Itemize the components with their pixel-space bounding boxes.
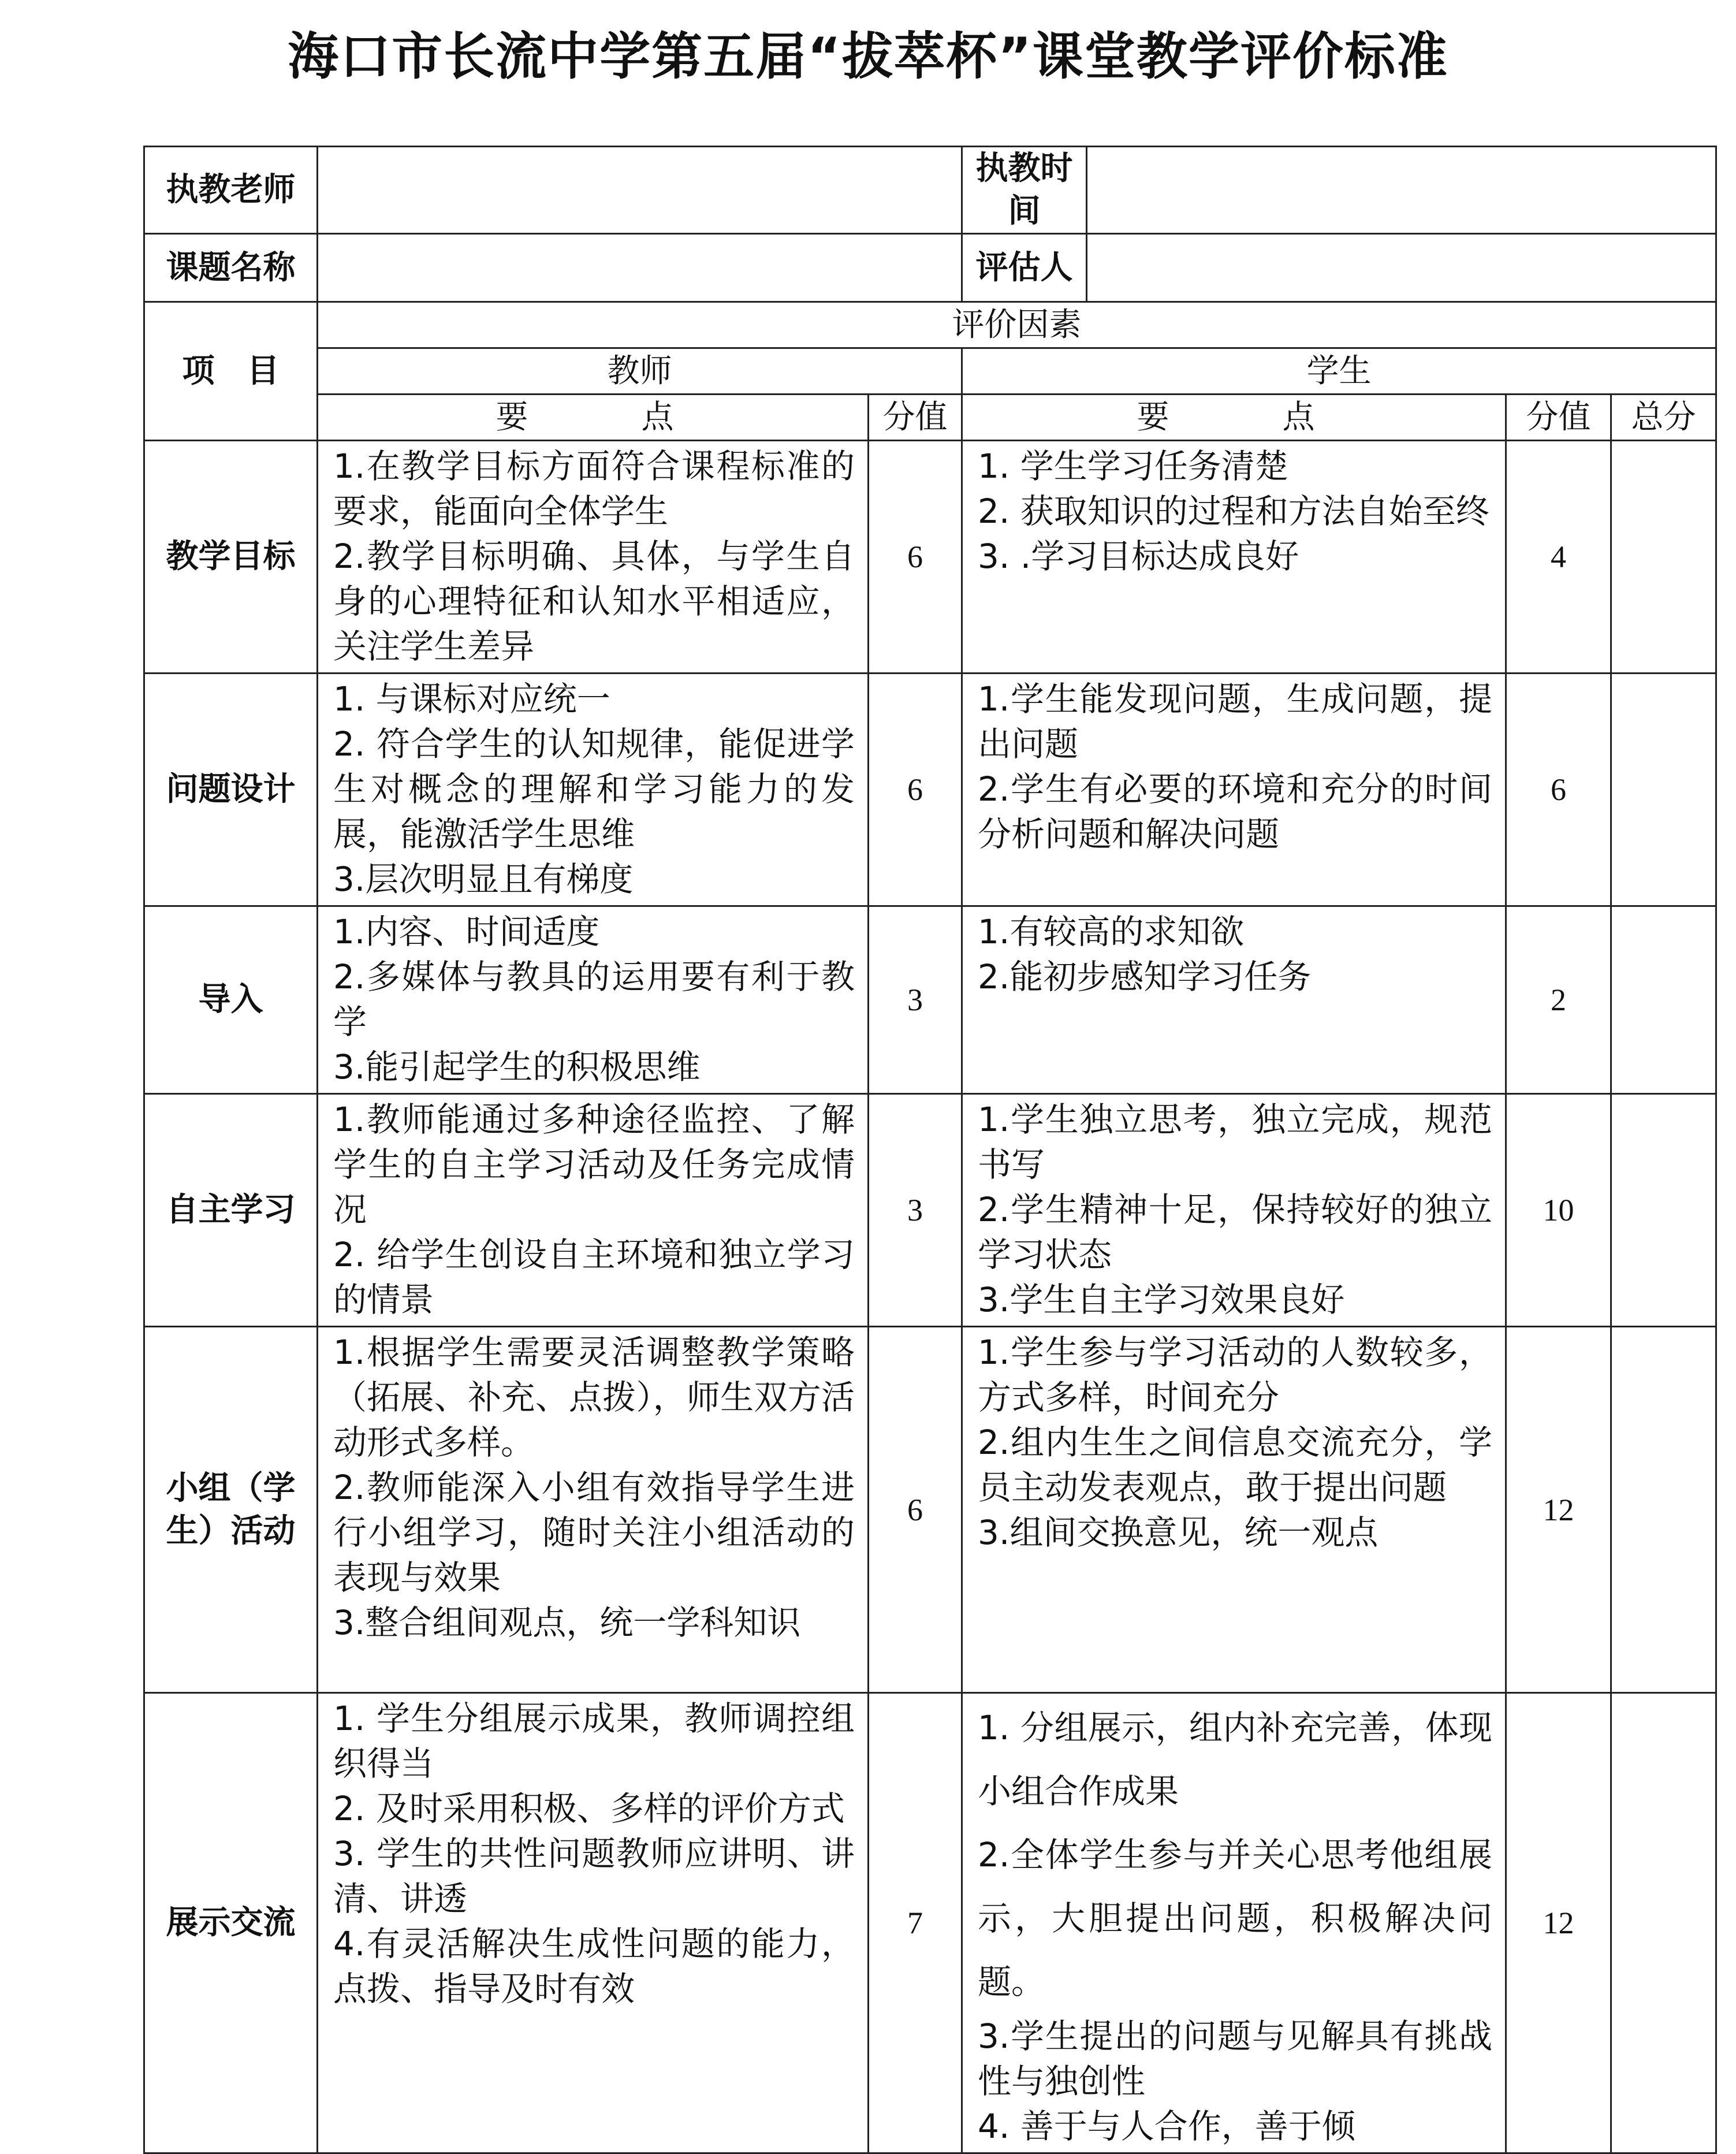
student-score: 6 [1506, 674, 1611, 906]
list-item: 3.学生提出的问题与见解具有挑战性与独创性 [978, 2017, 1492, 2101]
list-item: 2.组内生生之间信息交流充分，学员主动发表观点，敢于提出问题 [978, 1423, 1492, 1507]
table-row [144, 674, 1716, 906]
student-points-cell [962, 1693, 1506, 2153]
list-item: 1. 学生学习任务清楚 [978, 447, 1288, 486]
teacher-score: 3 [869, 1094, 962, 1327]
student-points-header: 要 点 [962, 395, 1506, 441]
student-points-cell [962, 906, 1506, 1094]
factors-header: 评价因素 [318, 302, 1716, 348]
student-score: 2 [1506, 906, 1611, 1094]
list-item: 3.层次明显且有梯度 [333, 860, 634, 899]
total-score-cell[interactable] [1611, 674, 1716, 906]
table-row [144, 441, 1716, 674]
list-item: 1.教师能通过多种途径监控、了解学生的自主学习活动及任务完成情况 [333, 1100, 855, 1229]
list-item-group [978, 1696, 1492, 2014]
student-score: 10 [1506, 1094, 1611, 1327]
list-item: 1.学生独立思考，独立完成，规范书写 [978, 1100, 1492, 1184]
info-row-teacher [144, 147, 1716, 234]
teacher-points-cell [318, 1693, 869, 2153]
table-row [144, 1327, 1716, 1693]
total-score-cell[interactable] [1611, 1693, 1716, 2153]
list-item: 1.内容、时间适度 [333, 912, 600, 951]
list-item: 3.整合组间观点，统一学科知识 [333, 1603, 801, 1642]
table-row [144, 1094, 1716, 1327]
list-item: 2.教学目标明确、具体，与学生自身的心理特征和认知水平相适应，关注学生差异 [333, 537, 855, 666]
time-value-cell[interactable] [1087, 147, 1716, 234]
topic-value-cell[interactable] [318, 234, 962, 302]
list-item: 2.全体学生参与并关心思考他组展示，大胆提出问题，积极解决问题。 [978, 1835, 1492, 2002]
student-points-cell [962, 1327, 1506, 1693]
list-item: 3.学生自主学习效果良好 [978, 1280, 1345, 1319]
header-row-factors [144, 302, 1716, 348]
list-item: 1. 学生分组展示成果，教师调控组织得当 [333, 1699, 855, 1783]
list-item: 1.有较高的求知欲 [978, 912, 1245, 951]
teacher-score: 6 [869, 441, 962, 674]
teacher-points-cell [318, 1094, 869, 1327]
total-score-header: 总分 [1611, 395, 1716, 441]
page-title: 海口市长流中学第五届“拔萃杯”课堂教学评价标准 [288, 27, 1448, 86]
list-item: 1. 与课标对应统一 [333, 679, 610, 719]
list-item: 3. .学习目标达成良好 [978, 537, 1299, 576]
row-name: 导入 [144, 906, 318, 1094]
list-item: 1. 分组展示，组内补充完善，体现小组合作成果 [978, 1708, 1492, 1811]
total-score-cell[interactable] [1611, 906, 1716, 1094]
list-item: 3.能引起学生的积极思维 [333, 1047, 701, 1087]
list-item: 1.学生能发现问题，生成问题，提出问题 [978, 679, 1492, 764]
list-item: 2.学生精神十足，保持较好的独立学习状态 [978, 1190, 1492, 1274]
teacher-points-cell [318, 441, 869, 674]
list-item: 2. 及时采用积极、多样的评价方式 [333, 1789, 845, 1828]
header-row-roles [144, 348, 1716, 395]
student-points-cell [962, 674, 1506, 906]
student-header: 学生 [962, 348, 1716, 395]
teacher-score-header: 分值 [869, 395, 962, 441]
teacher-label: 执教老师 [144, 147, 318, 234]
row-name: 展示交流 [144, 1693, 318, 2153]
table-row [144, 1693, 1716, 2153]
evaluator-label: 评估人 [962, 234, 1087, 302]
list-item: 2. 给学生创设自主环境和独立学习的情景 [333, 1235, 855, 1319]
list-item: 1.根据学生需要灵活调整教学策略（拓展、补充、点拨），师生双方活动形式多样。 [333, 1333, 855, 1462]
student-score-header: 分值 [1506, 395, 1611, 441]
topic-label: 课题名称 [144, 234, 318, 302]
student-points-cell [962, 1094, 1506, 1327]
teacher-score: 3 [869, 906, 962, 1094]
total-score-cell[interactable] [1611, 1327, 1716, 1693]
teacher-score: 6 [869, 1327, 962, 1693]
list-item: 3.组间交换意见，统一观点 [978, 1513, 1379, 1552]
list-item: 2. 获取知识的过程和方法自始至终 [978, 492, 1489, 531]
list-item: 4.有灵活解决生成性问题的能力，点拨、指导及时有效 [333, 1924, 855, 2008]
info-row-topic [144, 234, 1716, 302]
header-row-columns [144, 395, 1716, 441]
list-item: 2.能初步感知学习任务 [978, 957, 1312, 996]
teacher-value-cell[interactable] [318, 147, 962, 234]
student-score: 12 [1506, 1693, 1611, 2153]
table-row [144, 906, 1716, 1094]
teacher-points-cell [318, 1327, 869, 1693]
list-item: 2. 符合学生的认知规律，能促进学生对概念的理解和学习能力的发展，能激活学生思维 [333, 724, 855, 854]
student-score: 12 [1506, 1327, 1611, 1693]
row-name: 教学目标 [144, 441, 318, 674]
list-item: 4. 善于与人合作，善于倾 [978, 2107, 1355, 2146]
total-score-cell[interactable] [1611, 441, 1716, 674]
student-score: 4 [1506, 441, 1611, 674]
item-header: 项 目 [144, 302, 318, 441]
teacher-points-cell [318, 906, 869, 1094]
teacher-points-cell [318, 674, 869, 906]
student-points-cell [962, 441, 1506, 674]
row-name: 问题设计 [144, 674, 318, 906]
evaluation-table [143, 146, 1717, 2154]
time-label: 执教时间 [962, 147, 1087, 234]
row-name: 小组（学生）活动 [144, 1327, 318, 1693]
teacher-score: 7 [869, 1693, 962, 2153]
list-item: 2.学生有必要的环境和充分的时间分析问题和解决问题 [978, 769, 1492, 854]
row-name: 自主学习 [144, 1094, 318, 1327]
list-item: 1.在教学目标方面符合课程标准的要求，能面向全体学生 [333, 447, 855, 531]
list-item: 2.多媒体与教具的运用要有利于教学 [333, 957, 855, 1041]
list-item: 3. 学生的共性问题教师应讲明、讲清、讲透 [333, 1834, 855, 1918]
teacher-score: 6 [869, 674, 962, 906]
list-item: 1.学生参与学习活动的人数较多，方式多样，时间充分 [978, 1333, 1492, 1417]
teacher-points-header: 要 点 [318, 395, 869, 441]
list-item: 2.教师能深入小组有效指导学生进行小组学习，随时关注小组活动的表现与效果 [333, 1468, 855, 1597]
evaluator-value-cell[interactable] [1087, 234, 1716, 302]
total-score-cell[interactable] [1611, 1094, 1716, 1327]
teacher-header: 教师 [318, 348, 962, 395]
